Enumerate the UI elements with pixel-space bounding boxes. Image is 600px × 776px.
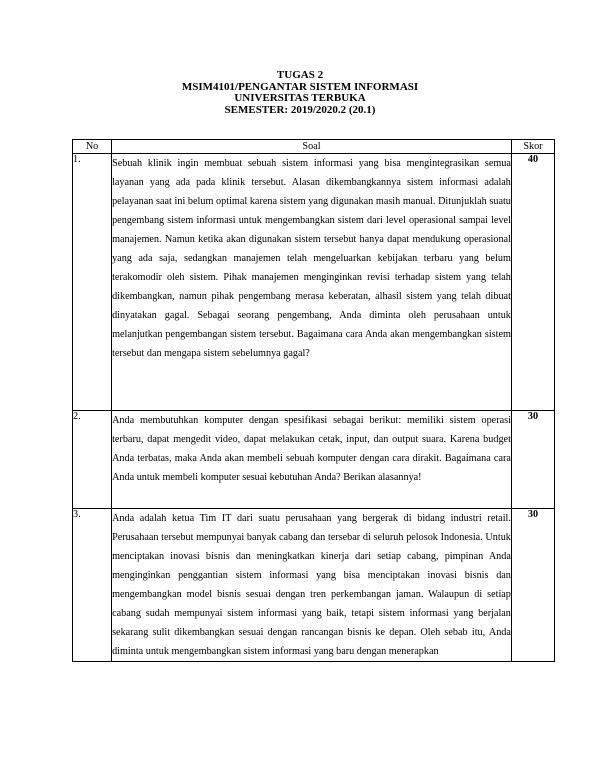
table-header-row: [73, 140, 555, 154]
question-number: 1.: [73, 154, 112, 411]
course-title: MSIM4101/PENGANTAR SISTEM INFORMASI: [181, 80, 419, 93]
university-name: UNIVERSITAS TERBUKA: [234, 92, 366, 104]
table-row: [73, 154, 555, 411]
table-row: [73, 509, 555, 662]
semester-label: SEMESTER: 2019/2020.2 (20.1): [224, 103, 376, 116]
table-row: [73, 411, 555, 509]
question-score: 30: [511, 509, 554, 662]
assignment-title: TUGAS 2: [276, 69, 324, 81]
question-score: 40: [511, 154, 554, 411]
question-number: 3.: [73, 509, 112, 662]
question-text: Anda adalah ketua Tim IT dari suatu perusahaan yang bergerak di bidang industri retail. Perusahaan tersebut mempunyai banyak cabang dan tersebar di seluruh pelosok Indonesia. Untuk menciptakan inovasi bisnis dan meningkatkan kinerja dari setiap cabang, pimpinan Anda menginginkan penggantian sistem informasi yang bisa menciptakan inovasi bisnis dan mengembangkan model bisnis sesuai dengan tren perkembangan jaman. Walaupun di setiap cabang sudah mempunyai sistem informasi yang baik, tetapi sistem informasi yang berjalan sekarang sulit dikembangkan sesuai dengan rancangan bisnis ke depan. Oleh sebab itu, Anda diminta untuk mengembangkan sistem informasi yang baru dengan menerapkan: [112, 509, 512, 662]
header-soal: Soal: [112, 140, 512, 154]
question-score: 30: [511, 411, 554, 509]
document-header: [0, 70, 600, 116]
question-text: Sebuah klinik ingin membuat sebuah sistem informasi yang bisa mengintegrasikan semua layanan yang ada pada klinik tersebut. Alasan dikembangkannya sistem informasi adalah pelayanan saat ini belum optimal karena sistem yang digunakan masih manual. Ditunjuklah suatu pengembang sistem informasi untuk mengembangkan sistem dari level operasional sampai level manajemen. Namun ketika akan digunakan sistem tersebut hanya dapat mendukung operasional yang ada saja, sedangkan manajemen telah mengeluarkan kebijakan terbaru yang belum terakomodir oleh sistem. Pihak manajemen menginginkan revisi terhadap sistem yang telah dikembangkan, namun pihak pengembang merasa keberatan, alhasil sistem yang telah dibuat dinyatakan gagal. Sebagai seorang pengembang, Anda diminta oleh perusahaan untuk melanjutkan pengembangan sistem tersebut. Bagaimana cara Anda akan mengembangkan sistem tersebut dan mengapa sistem sebelumnya gagal?: [112, 154, 512, 411]
header-no: No: [73, 140, 112, 154]
question-text: Anda membutuhkan komputer dengan spesifikasi sebagai berikut: memiliki sistem operasi terbaru, dapat mengedit video, dapat melakukan cetak, input, dan output suara. Karena budget Anda terbatas, maka Anda akan membeli sebuah komputer dengan cara dirakit. Bagaimana cara Anda untuk membeli komputer sesuai kebutuhan Anda? Berikan alasannya!: [112, 411, 512, 509]
question-number: 2.: [73, 411, 112, 509]
header-skor: Skor: [511, 140, 554, 154]
questions-table: [72, 139, 555, 662]
